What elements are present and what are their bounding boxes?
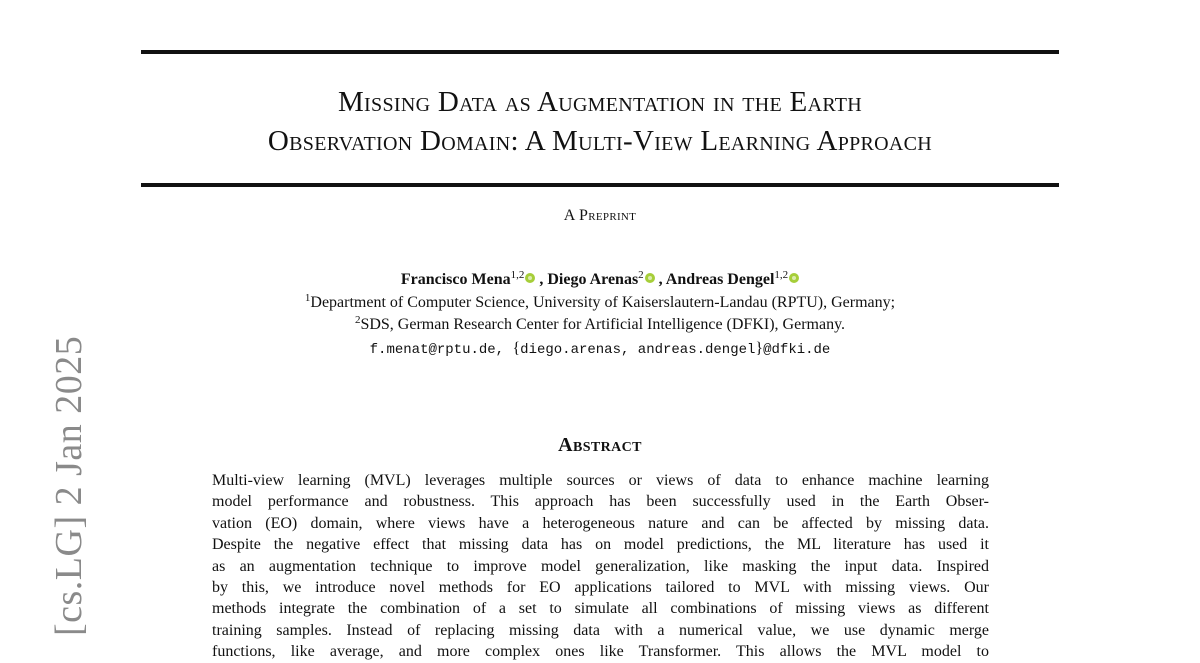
abstract-body [212,470,989,663]
author-affiliation-mark: 1,2 [510,269,525,281]
title-rule-top [141,50,1059,54]
orcid-icon[interactable] [645,273,655,283]
author-name: Francisco Mena [400,271,511,288]
paper-title-line-2: Observation Domain: A Multi-View Learning Approach [267,125,933,157]
author-affiliation-mark: 2 [638,269,644,281]
author-separator: , [658,271,663,288]
abstract-line: training samples. Instead of replacing missing data with a numerical value, we use dynamic merge [212,621,989,639]
author-emails [141,338,1059,361]
arxiv-side-stamp: [cs.LG] 2 Jan 2025 [48,335,90,636]
abstract-line: methods integrate the combination of a set to simulate all combinations of missing views as different [212,600,989,618]
paper-title-line-1: Missing Data as Augmentation in the Earth [337,86,863,118]
affiliation-1 [141,292,1059,314]
abstract-line: as an augmentation technique to improve model generalization, like masking the input data. Inspired [212,557,989,575]
author-list [141,269,1059,291]
abstract-line: Multi-view learning (MVL) leverages multiple sources or views of data to enhance machine learning [212,472,989,489]
orcid-icon[interactable] [525,273,535,283]
email-group-names[interactable]: diego.arenas, andreas.dengel [520,342,756,358]
author-name: Diego Arenas [547,271,639,288]
affiliation-mark: 2 [354,314,361,326]
preprint-label: A Preprint [563,207,637,224]
email-group-open: { [512,340,521,357]
email-group-domain[interactable]: @dfki.de [763,342,831,358]
affiliation-mark: 1 [304,292,311,304]
author-affiliation-mark: 1,2 [774,269,789,281]
abstract-line: vation (EO) domain, where views have a heterogeneous nature and can be affected by missing data. [212,514,989,532]
abstract-line: functions, like average, and more complex ones like Transformer. This allows the MVL model to [212,643,989,661]
abstract-heading: Abstract [558,434,642,456]
abstract-line: by this, we introduce novel methods for EO applications tailored to MVL with missing views. Our [212,578,989,596]
affiliation-text: Department of Computer Science, University of Kaiserslautern-Landau (RPTU), Germany; [310,294,896,311]
affiliation-text: SDS, German Research Center for Artificial Intelligence (DFKI), Germany. [360,316,846,333]
abstract-line: model performance and robustness. This approach has been successfully used in the Earth Obser- [212,493,989,511]
author-name: Andreas Dengel [665,271,775,288]
abstract-line: Despite the negative effect that missing data has on model predictions, the ML literature has used it [212,536,989,554]
title-rule-bottom [141,183,1059,187]
author-separator: , [539,271,544,288]
orcid-icon[interactable] [789,273,799,283]
email-group-close: } [755,340,764,357]
affiliation-2 [141,314,1059,336]
email-first[interactable]: f.menat@rptu.de, [369,342,505,358]
